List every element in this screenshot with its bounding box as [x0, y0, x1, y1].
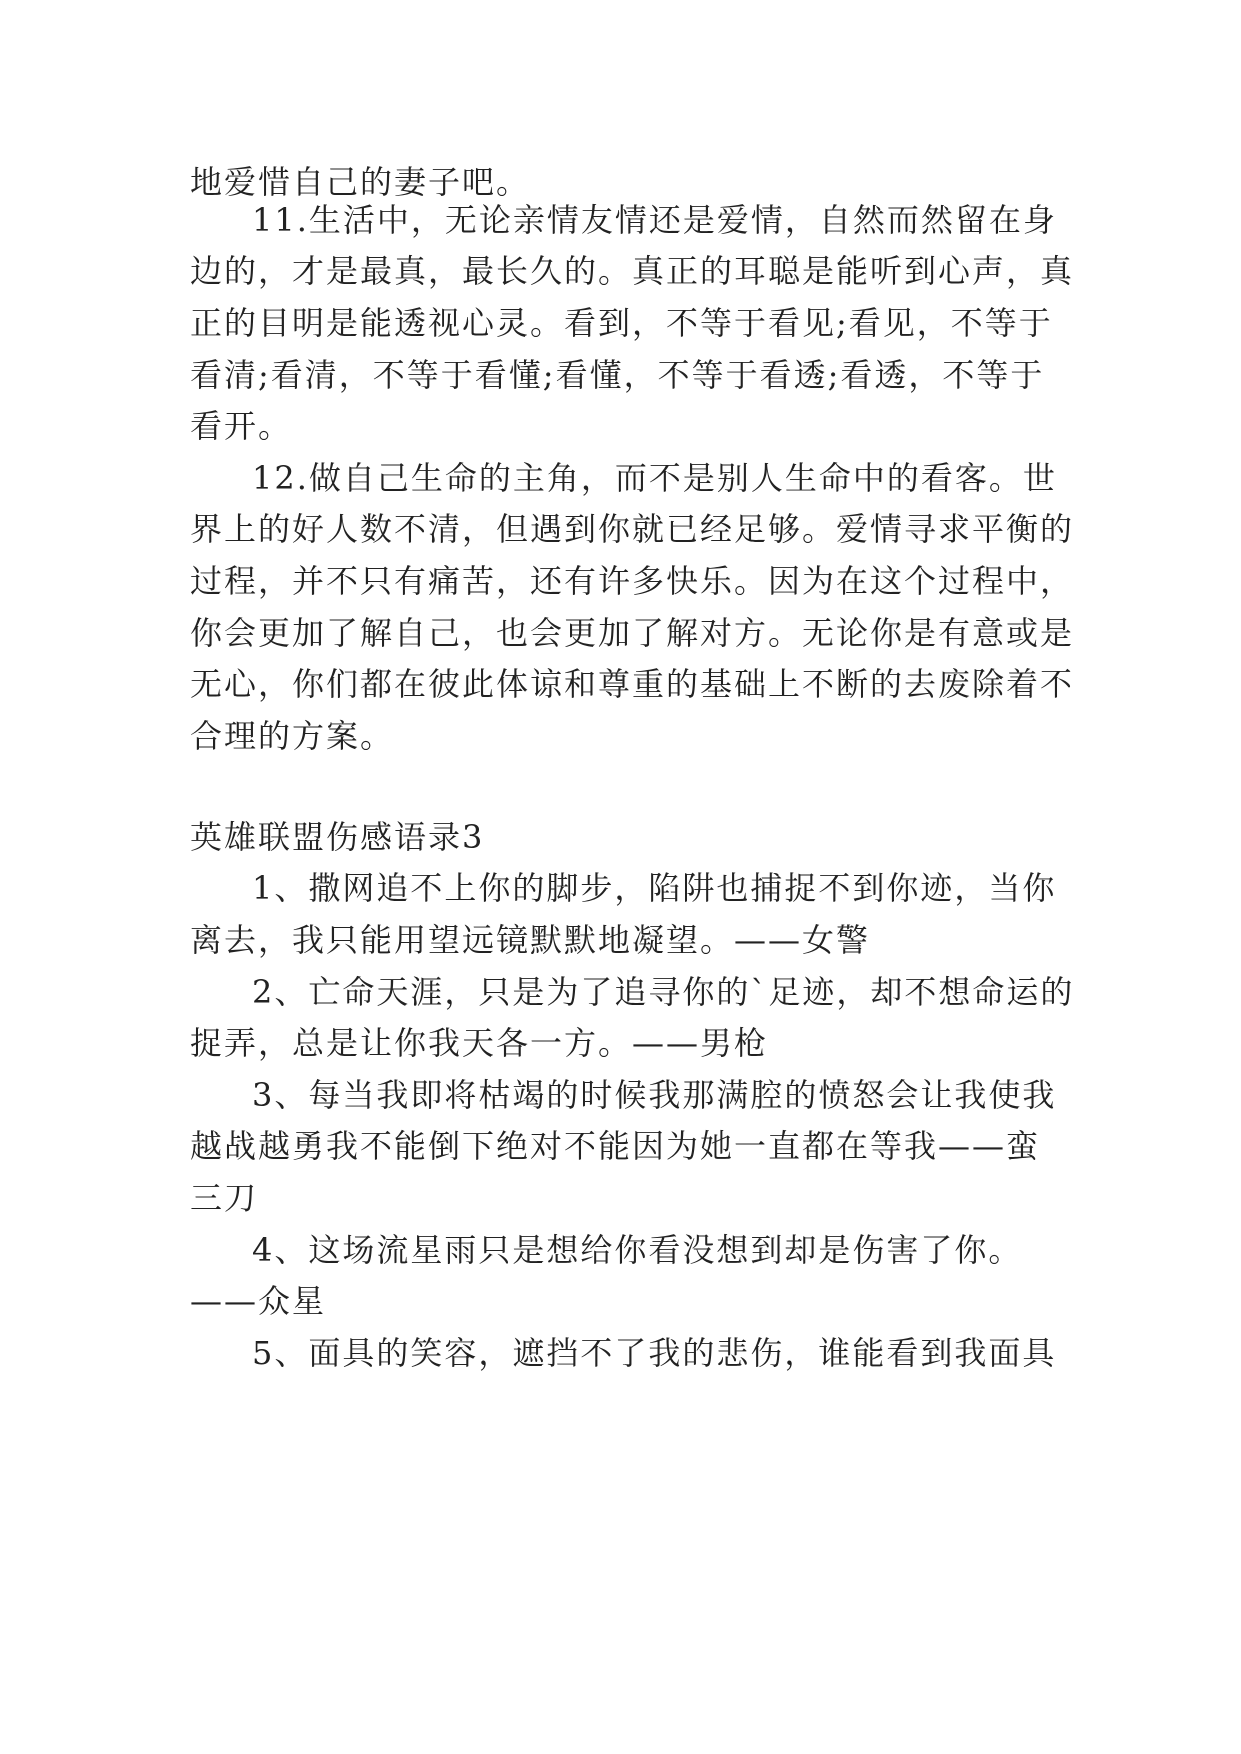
text-line: 边的，才是最真，最长久的。真正的耳聪是能听到心声，真: [190, 252, 1075, 290]
text-line: 看开。: [190, 407, 293, 445]
text-line: 越战越勇我不能倒下绝对不能因为她一直都在等我——蛮: [190, 1127, 1041, 1165]
text-line: 无心，你们都在彼此体谅和尊重的基础上不断的去废除着不: [190, 665, 1075, 703]
paragraph-11-line: 11.生活中，无论亲情友情还是爱情，自然而然留在身: [252, 201, 1057, 239]
text-line: 你会更加了解自己，也会更加了解对方。无论你是有意或是: [190, 614, 1075, 652]
text-line: 正的目明是能透视心灵。看到，不等于看见;看见，不等于: [190, 304, 1053, 342]
text-line: 界上的好人数不清，但遇到你就已经足够。爱情寻求平衡的: [190, 510, 1075, 548]
text-line: ——众星: [190, 1282, 327, 1320]
text-line: 地爱惜自己的妻子吧。: [190, 163, 531, 201]
text-line: 捉弄，总是让你我天各一方。——男枪: [190, 1024, 769, 1062]
text-line: 三刀: [190, 1179, 259, 1217]
text-line: 看清;看清，不等于看懂;看懂，不等于看透;看透，不等于: [190, 356, 1045, 394]
text-line: 合理的方案。: [190, 717, 395, 755]
item-1-line: 1、撒网追不上你的脚步，陷阱也捕捉不到你迹，当你: [252, 869, 1057, 907]
item-3-line: 3、每当我即将枯竭的时候我那满腔的愤怒会让我使我: [252, 1076, 1057, 1114]
item-2-line: 2、亡命天涯，只是为了追寻你的`足迹，却不想命运的: [252, 973, 1075, 1011]
item-5-line: 5、面具的笑容，遮挡不了我的悲伤，谁能看到我面具: [252, 1334, 1057, 1372]
section-heading: 英雄联盟伤感语录3: [190, 818, 485, 856]
paragraph-12-line: 12.做自己生命的主角，而不是别人生命中的看客。世: [252, 459, 1057, 497]
text-line: 离去，我只能用望远镜默默地凝望。——女警: [190, 921, 871, 959]
item-4-line: 4、这场流星雨只是想给你看没想到却是伤害了你。: [252, 1231, 1023, 1269]
text-line: 过程，并不只有痛苦，还有许多快乐。因为在这个过程中，: [190, 562, 1075, 600]
